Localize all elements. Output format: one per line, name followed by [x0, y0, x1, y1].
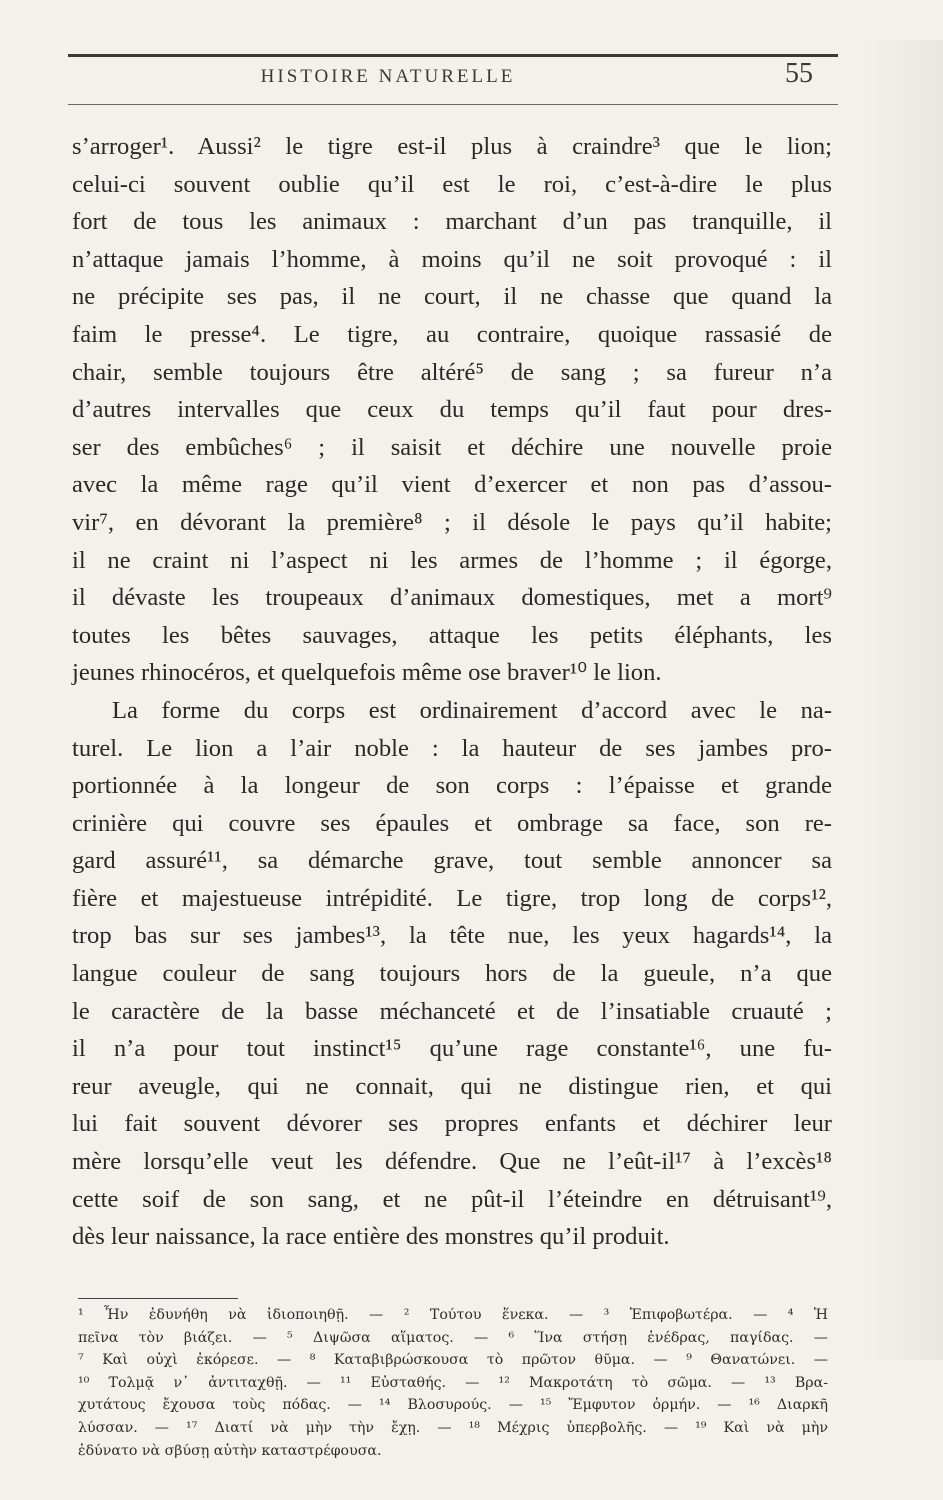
text-line: le caractère de la basse méchanceté et de l’insatiable cruauté ;	[72, 997, 832, 1025]
text-line: il ne craint ni l’aspect ni les armes de l’homme ; il égorge,	[72, 546, 832, 574]
text-line: celui-ci souvent oublie qu’il est le roi, c’est-à-dire le plus	[72, 170, 832, 198]
running-title: HISTOIRE NATURELLE	[260, 66, 516, 87]
text-line: La forme du corps est ordinairement d’accord avec le na-	[112, 696, 832, 724]
header-rule-top	[68, 54, 838, 57]
footnote-line: ¹⁰ Τολμᾷ ν᾽ ἀντιταχθῇ. — ¹¹ Εὐσταθής. — ¹² Μακροτάτη τὸ σῶμα. — ¹³ Βρα-	[78, 1374, 828, 1391]
text-line: ser des embûches⁶ ; il saisit et déchire une nouvelle proie	[72, 433, 832, 461]
text-line: mère lorsqu’elle veut les défendre. Que ne l’eût-il¹⁷ à l’excès¹⁸	[72, 1148, 832, 1176]
text-line: reur aveugle, qui ne connait, qui ne distingue rien, et qui	[72, 1072, 832, 1100]
text-line: lui fait souvent dévorer ses propres enfants et déchirer leur	[72, 1110, 832, 1138]
text-line: fort de tous les animaux : marchant d’un pas tranquille, il	[72, 208, 832, 236]
text-line: ne précipite ses pas, il ne court, il ne chasse que quand la	[72, 283, 832, 311]
footnote-line: πεῖνα τὸν βιάζει. — ⁵ Διψῶσα αἵματος. — ⁶ Ἵνα στήσῃ ἐνέδρας, παγίδας. —	[78, 1329, 828, 1346]
text-line: jeunes rhinocéros, et quelquefois même ose braver¹⁰ le lion.	[72, 659, 662, 687]
text-line: portionnée à la longeur de son corps : l’épaisse et grande	[72, 772, 832, 800]
text-line: faim le presse⁴. Le tigre, au contraire, quoique rassasié de	[72, 320, 832, 348]
text-line: turel. Le lion a l’air noble : la hauteur de ses jambes pro-	[72, 734, 832, 762]
text-line: chair, semble toujours être altéré⁵ de sang ; sa fureur n’a	[72, 358, 832, 386]
text-line: s’arroger¹. Aussi² le tigre est-il plus à craindre³ que le lion;	[72, 133, 832, 160]
facing-page-bleed	[861, 40, 943, 1360]
text-line: gard assuré¹¹, sa démarche grave, tout semble annoncer sa	[72, 847, 832, 875]
footnote-line: ⁷ Καὶ οὐχὶ ἐκόρεσε. — ⁸ Καταβιβρώσκουσα τὸ πρῶτον θῦμα. — ⁹ Θανατώνει. —	[78, 1352, 828, 1369]
text-line: toutes les bêtes sauvages, attaque les petits éléphants, les	[72, 621, 832, 649]
text-line: vir⁷, en dévorant la première⁸ ; il désole le pays qu’il habite;	[72, 508, 832, 536]
footnote-line: ἐδύνατο νὰ σβύσῃ αὐτὴν καταστρέφουσα.	[78, 1442, 382, 1459]
text-line: il dévaste les troupeaux d’animaux domestiques, met a mort⁹	[72, 584, 832, 612]
text-line: n’attaque jamais l’homme, à moins qu’il ne soit provoqué : il	[72, 245, 832, 273]
text-line: dès leur naissance, la race entière des monstres qu’il produit.	[72, 1223, 670, 1251]
footnote-line: χυτάτους ἔχουσα τοὺς πόδας. — ¹⁴ Βλοσυρούς. — ¹⁵ Ἔμφυτον ὁρμήν. — ¹⁶ Διαρκῆ	[78, 1397, 828, 1414]
footnote-line: λύσσαν. — ¹⁷ Διατί νὰ μὴν τὴν ἔχῃ. — ¹⁸ Μέχρις ὑπερβολῆς. — ¹⁹ Καὶ νὰ μὴν	[78, 1419, 828, 1436]
text-line: crinière qui couvre ses épaules et ombrage sa face, son re-	[72, 809, 832, 837]
body-text	[72, 128, 832, 1256]
footnotes	[78, 1304, 828, 1462]
page-number: 55	[785, 58, 813, 89]
text-line: avec la même rage qu’il vient d’exercer et non pas d’assou-	[72, 471, 832, 499]
header-rule-bottom	[68, 104, 838, 105]
text-line: cette soif de son sang, et ne pût-il l’éteindre en détruisant¹⁹,	[72, 1185, 832, 1213]
text-line: trop bas sur ses jambes¹³, la tête nue, les yeux hagards¹⁴, la	[72, 922, 832, 950]
text-line: il n’a pour tout instinct¹⁵ qu’une rage constante¹⁶, une fu-	[72, 1035, 832, 1063]
text-line: d’autres intervalles que ceux du temps qu’il faut pour dres-	[72, 396, 832, 424]
text-line: langue couleur de sang toujours hors de la gueule, n’a que	[72, 960, 832, 988]
footnote-rule	[78, 1298, 238, 1299]
text-line: fière et majestueuse intrépidité. Le tigre, trop long de corps¹²,	[72, 884, 832, 912]
footnote-line: ¹ Ἦν ἐδυνήθη νὰ ἰδιοποιηθῇ. — ² Τούτου ἕνεκα. — ³ Ἐπιφοβωτέρα. — ⁴ Ἡ	[78, 1307, 828, 1323]
